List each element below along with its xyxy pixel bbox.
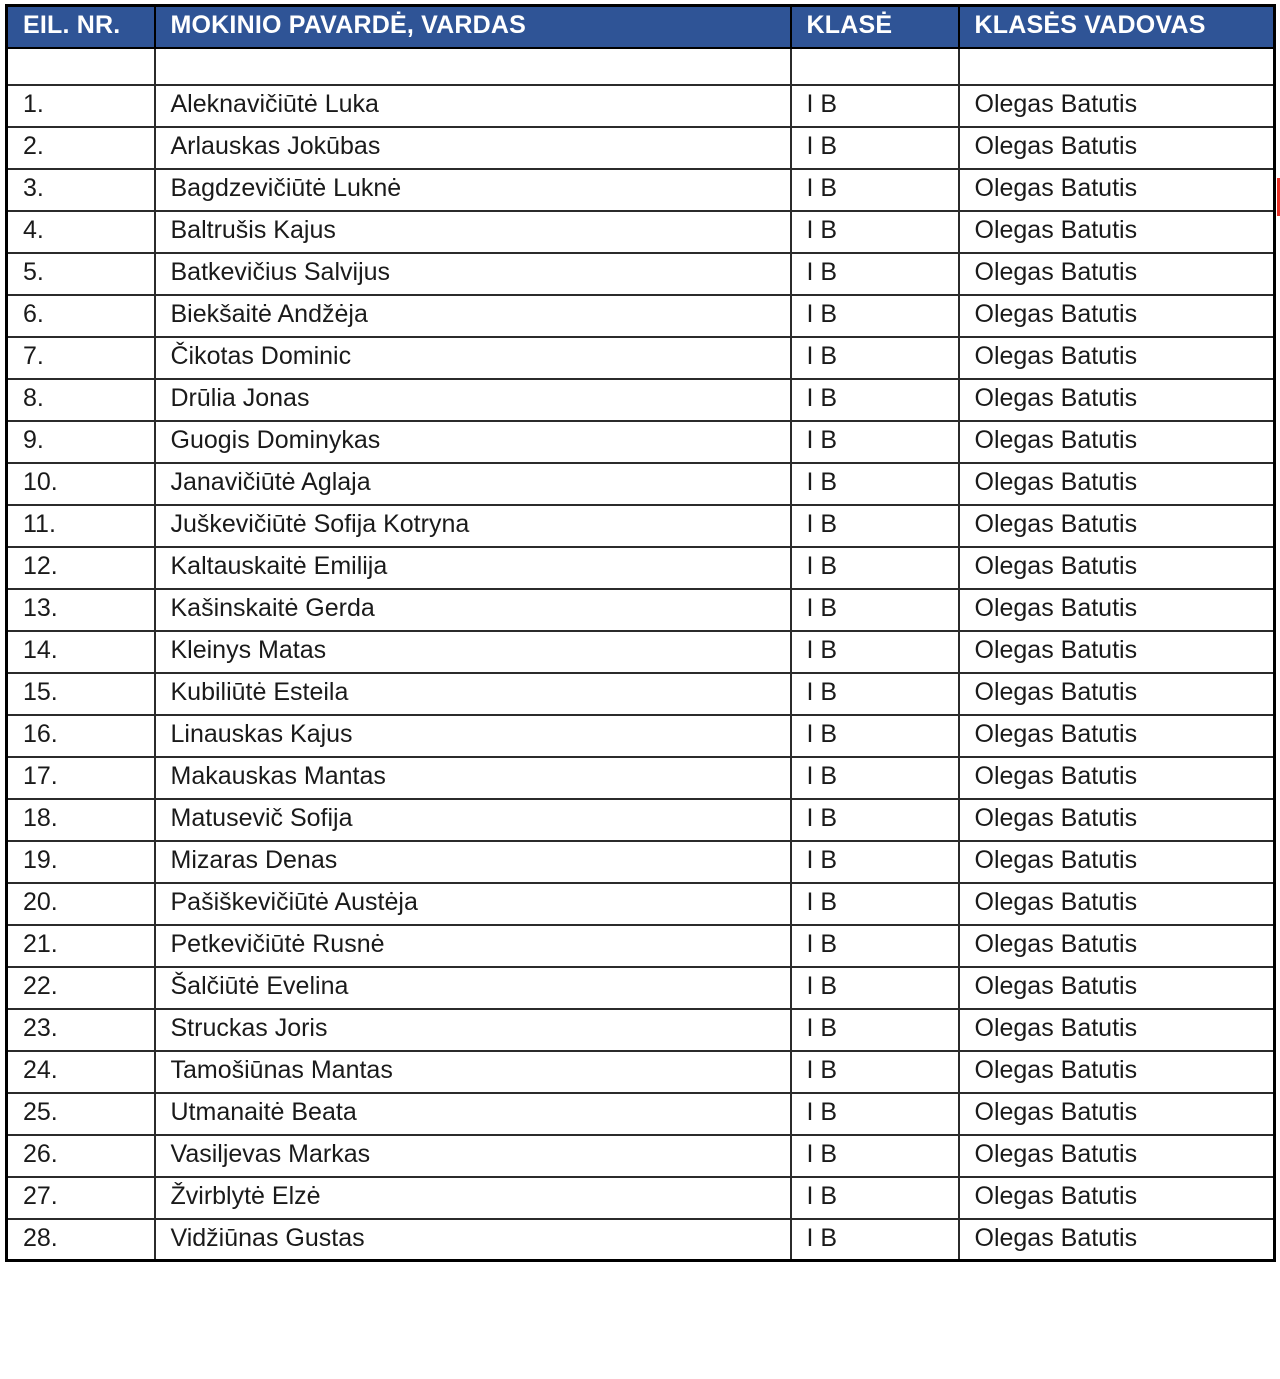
class-teacher-cell: Olegas Batutis — [959, 967, 1275, 1009]
student-name-cell: Vasiljevas Markas — [155, 1135, 791, 1177]
row-number-cell: 10. — [7, 463, 155, 505]
class-cell: I B — [791, 463, 959, 505]
row-number-cell: 2. — [7, 127, 155, 169]
table-row — [7, 85, 1275, 127]
class-cell: I B — [791, 1177, 959, 1219]
class-cell: I B — [791, 127, 959, 169]
class-cell: I B — [791, 1219, 959, 1261]
empty-cell — [7, 48, 155, 85]
class-teacher-cell: Olegas Batutis — [959, 1093, 1275, 1135]
student-name-cell: Bagdzevičiūtė Luknė — [155, 169, 791, 211]
row-number-cell: 27. — [7, 1177, 155, 1219]
student-name-cell: Kubiliūtė Esteila — [155, 673, 791, 715]
class-cell: I B — [791, 715, 959, 757]
class-teacher-cell: Olegas Batutis — [959, 1051, 1275, 1093]
row-number-cell: 6. — [7, 295, 155, 337]
class-teacher-cell: Olegas Batutis — [959, 757, 1275, 799]
table-row — [7, 967, 1275, 1009]
row-number-cell: 19. — [7, 841, 155, 883]
student-name-cell: Mizaras Denas — [155, 841, 791, 883]
row-number-cell: 3. — [7, 169, 155, 211]
student-name-cell: Utmanaitė Beata — [155, 1093, 791, 1135]
class-cell: I B — [791, 1135, 959, 1177]
student-name-cell: Kleinys Matas — [155, 631, 791, 673]
class-cell: I B — [791, 589, 959, 631]
row-number-cell: 21. — [7, 925, 155, 967]
class-teacher-cell: Olegas Batutis — [959, 463, 1275, 505]
student-name-cell: Šalčiūtė Evelina — [155, 967, 791, 1009]
row-number-cell: 4. — [7, 211, 155, 253]
empty-row — [7, 48, 1275, 85]
row-number-cell: 5. — [7, 253, 155, 295]
row-number-cell: 15. — [7, 673, 155, 715]
class-cell: I B — [791, 1051, 959, 1093]
table-row — [7, 1009, 1275, 1051]
class-teacher-cell: Olegas Batutis — [959, 295, 1275, 337]
row-number-cell: 26. — [7, 1135, 155, 1177]
row-number-cell: 25. — [7, 1093, 155, 1135]
table-row — [7, 505, 1275, 547]
header-eil-nr: EIL. NR. — [7, 6, 155, 48]
header-klases-vadovas: KLASĖS VADOVAS — [959, 6, 1275, 48]
student-name-cell: Biekšaitė Andžėja — [155, 295, 791, 337]
class-cell: I B — [791, 799, 959, 841]
table-row — [7, 127, 1275, 169]
class-cell: I B — [791, 169, 959, 211]
row-number-cell: 24. — [7, 1051, 155, 1093]
table-row — [7, 757, 1275, 799]
class-teacher-cell: Olegas Batutis — [959, 1009, 1275, 1051]
student-name-cell: Baltrušis Kajus — [155, 211, 791, 253]
table-row — [7, 1135, 1275, 1177]
class-cell: I B — [791, 1093, 959, 1135]
class-teacher-cell: Olegas Batutis — [959, 379, 1275, 421]
table-row — [7, 547, 1275, 589]
class-cell: I B — [791, 211, 959, 253]
class-cell: I B — [791, 505, 959, 547]
table-row — [7, 715, 1275, 757]
student-name-cell: Čikotas Dominic — [155, 337, 791, 379]
class-teacher-cell: Olegas Batutis — [959, 337, 1275, 379]
row-number-cell: 9. — [7, 421, 155, 463]
class-cell: I B — [791, 337, 959, 379]
table-row — [7, 253, 1275, 295]
class-teacher-cell: Olegas Batutis — [959, 1177, 1275, 1219]
student-name-cell: Drūlia Jonas — [155, 379, 791, 421]
row-number-cell: 16. — [7, 715, 155, 757]
table-row — [7, 169, 1275, 211]
row-number-cell: 7. — [7, 337, 155, 379]
row-number-cell: 23. — [7, 1009, 155, 1051]
table-header-row — [7, 6, 1275, 48]
row-number-cell: 14. — [7, 631, 155, 673]
student-name-cell: Žvirblytė Elzė — [155, 1177, 791, 1219]
row-number-cell: 13. — [7, 589, 155, 631]
class-teacher-cell: Olegas Batutis — [959, 1219, 1275, 1261]
row-number-cell: 17. — [7, 757, 155, 799]
class-cell: I B — [791, 631, 959, 673]
class-cell: I B — [791, 967, 959, 1009]
empty-cell — [959, 48, 1275, 85]
row-number-cell: 1. — [7, 85, 155, 127]
student-name-cell: Janavičiūtė Aglaja — [155, 463, 791, 505]
class-cell: I B — [791, 757, 959, 799]
row-number-cell: 22. — [7, 967, 155, 1009]
class-teacher-cell: Olegas Batutis — [959, 589, 1275, 631]
student-name-cell: Kaltauskaitė Emilija — [155, 547, 791, 589]
table-row — [7, 883, 1275, 925]
table-row — [7, 925, 1275, 967]
empty-cell — [791, 48, 959, 85]
class-teacher-cell: Olegas Batutis — [959, 883, 1275, 925]
class-teacher-cell: Olegas Batutis — [959, 925, 1275, 967]
student-name-cell: Juškevičiūtė Sofija Kotryna — [155, 505, 791, 547]
student-roster-table — [5, 4, 1276, 1262]
student-name-cell: Pašiškevičiūtė Austėja — [155, 883, 791, 925]
class-teacher-cell: Olegas Batutis — [959, 673, 1275, 715]
student-name-cell: Batkevičius Salvijus — [155, 253, 791, 295]
student-name-cell: Arlauskas Jokūbas — [155, 127, 791, 169]
table-row — [7, 799, 1275, 841]
student-name-cell: Linauskas Kajus — [155, 715, 791, 757]
class-teacher-cell: Olegas Batutis — [959, 841, 1275, 883]
class-cell: I B — [791, 421, 959, 463]
table-row — [7, 295, 1275, 337]
student-name-cell: Petkevičiūtė Rusnė — [155, 925, 791, 967]
table-row — [7, 379, 1275, 421]
row-number-cell: 11. — [7, 505, 155, 547]
student-name-cell: Vidžiūnas Gustas — [155, 1219, 791, 1261]
class-cell: I B — [791, 841, 959, 883]
table-row — [7, 631, 1275, 673]
class-cell: I B — [791, 253, 959, 295]
table-row — [7, 841, 1275, 883]
table-row — [7, 589, 1275, 631]
table-row — [7, 1093, 1275, 1135]
class-cell: I B — [791, 883, 959, 925]
class-teacher-cell: Olegas Batutis — [959, 421, 1275, 463]
class-teacher-cell: Olegas Batutis — [959, 715, 1275, 757]
table-row — [7, 337, 1275, 379]
empty-cell — [155, 48, 791, 85]
class-teacher-cell: Olegas Batutis — [959, 127, 1275, 169]
table-row — [7, 1051, 1275, 1093]
table-row — [7, 673, 1275, 715]
class-cell: I B — [791, 379, 959, 421]
student-name-cell: Matusevič Sofija — [155, 799, 791, 841]
student-name-cell: Aleknavičiūtė Luka — [155, 85, 791, 127]
table-row — [7, 1219, 1275, 1261]
header-student-name: MOKINIO PAVARDĖ, VARDAS — [155, 6, 791, 48]
row-number-cell: 20. — [7, 883, 155, 925]
student-name-cell: Makauskas Mantas — [155, 757, 791, 799]
student-name-cell: Struckas Joris — [155, 1009, 791, 1051]
row-number-cell: 18. — [7, 799, 155, 841]
class-teacher-cell: Olegas Batutis — [959, 253, 1275, 295]
class-teacher-cell: Olegas Batutis — [959, 211, 1275, 253]
class-cell: I B — [791, 295, 959, 337]
table-row — [7, 211, 1275, 253]
class-cell: I B — [791, 925, 959, 967]
table-row — [7, 463, 1275, 505]
class-cell: I B — [791, 673, 959, 715]
row-number-cell: 28. — [7, 1219, 155, 1261]
student-name-cell: Tamošiūnas Mantas — [155, 1051, 791, 1093]
class-teacher-cell: Olegas Batutis — [959, 547, 1275, 589]
class-teacher-cell: Olegas Batutis — [959, 1135, 1275, 1177]
class-teacher-cell: Olegas Batutis — [959, 799, 1275, 841]
table-row — [7, 1177, 1275, 1219]
row-number-cell: 12. — [7, 547, 155, 589]
class-teacher-cell: Olegas Batutis — [959, 85, 1275, 127]
class-teacher-cell: Olegas Batutis — [959, 631, 1275, 673]
class-teacher-cell: Olegas Batutis — [959, 505, 1275, 547]
student-name-cell: Guogis Dominykas — [155, 421, 791, 463]
class-teacher-cell: Olegas Batutis — [959, 169, 1275, 211]
class-cell: I B — [791, 547, 959, 589]
header-klase: KLASĖ — [791, 6, 959, 48]
table-row — [7, 421, 1275, 463]
class-cell: I B — [791, 85, 959, 127]
class-cell: I B — [791, 1009, 959, 1051]
row-number-cell: 8. — [7, 379, 155, 421]
student-name-cell: Kašinskaitė Gerda — [155, 589, 791, 631]
